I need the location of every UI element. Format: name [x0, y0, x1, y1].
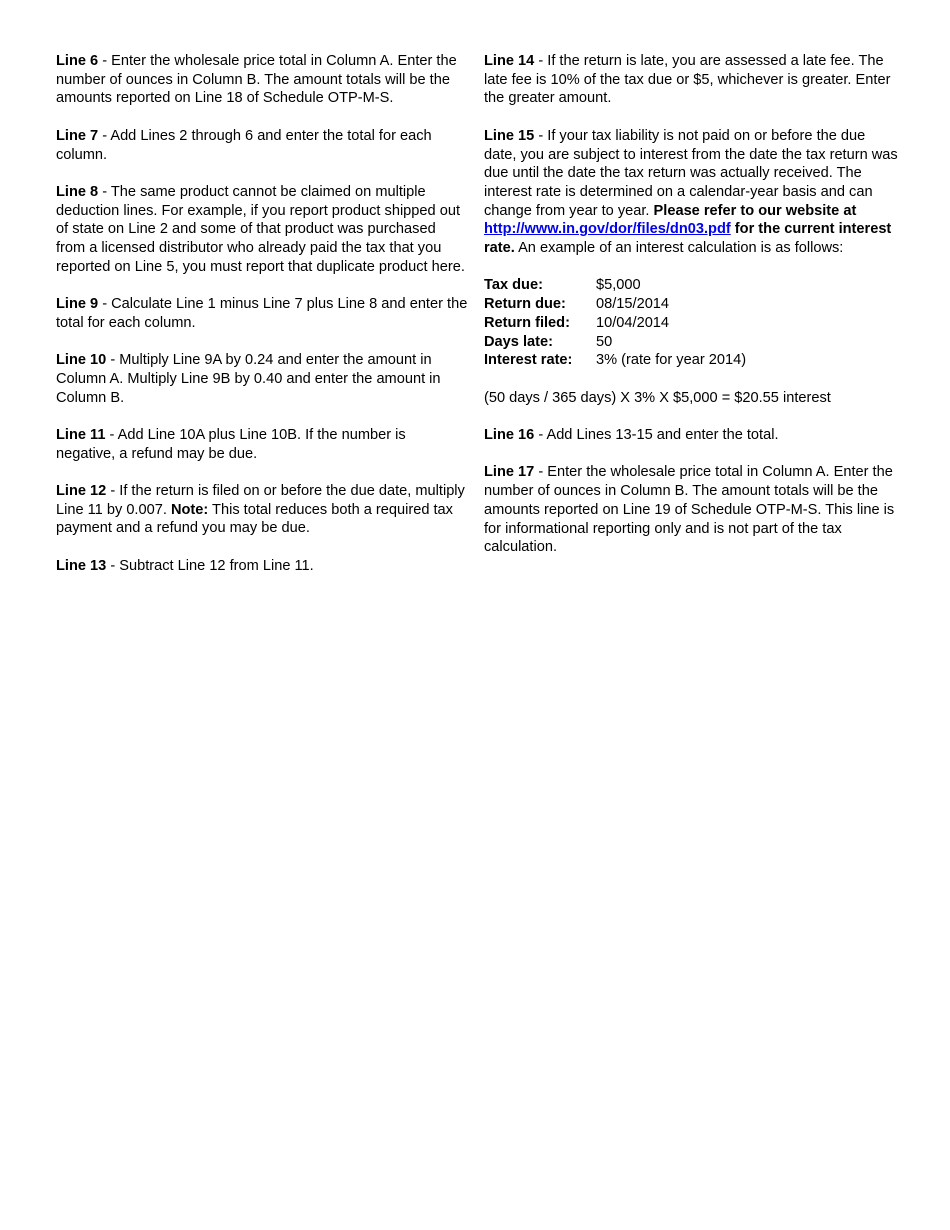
- line-text: This total reduces both a required tax payment and a refund you may be due.: [56, 501, 453, 537]
- refer-text-suffix: for the current interest rate.: [484, 221, 892, 257]
- line-6-instruction: [56, 52, 468, 108]
- line-8-instruction: [56, 183, 468, 277]
- example-value: 3% (rate for year 2014): [596, 352, 747, 369]
- line-label: Line 13: [56, 557, 107, 574]
- note-label: Note:: [170, 501, 209, 518]
- line-13-instruction: [56, 557, 468, 576]
- line-text: - Multiply Line 9A by 0.24 and enter the amount in Column A. Multiply Line 9B by 0.40 and enter the amount in Column B.: [56, 352, 441, 406]
- example-row: [484, 276, 746, 295]
- line-label: Line 11: [56, 426, 106, 443]
- example-key: Days late:: [484, 333, 553, 350]
- interest-formula: (50 days / 365 days) X 3% X $5,000 = $20.55 interest: [484, 389, 831, 406]
- example-value: 08/15/2014: [596, 296, 670, 313]
- line-14-instruction: [484, 52, 898, 108]
- example-key: Return due:: [484, 296, 566, 313]
- example-value: $5,000: [596, 277, 641, 294]
- line-text: - Calculate Line 1 minus Line 7 plus Line 8 and enter the total for each column.: [56, 296, 468, 331]
- right-column: [484, 52, 898, 576]
- line-9-instruction: [56, 295, 468, 332]
- line-text: - The same product cannot be claimed on multiple deduction lines. For example, if you report product shipped out of state on Line 2 and some of that product was purchased from a licensed distributor who already paid the tax that you reported on Line 5, you must report that duplicate product here.: [56, 183, 465, 275]
- line-label: Line 14: [484, 53, 535, 69]
- line-16-instruction: [484, 426, 898, 445]
- line-text: - Add Lines 2 through 6 and enter the total for each column.: [56, 127, 432, 163]
- interest-example-table: [484, 276, 746, 370]
- line-12-instruction: [56, 482, 468, 538]
- refer-text: Please refer to our website at: [653, 202, 857, 219]
- line-text: - Add Lines 13-15 and enter the total.: [534, 427, 779, 443]
- interest-rate-link[interactable]: http://www.in.gov/dor/files/dn03.pdf: [484, 221, 731, 238]
- line-label: Line 7: [56, 127, 99, 144]
- example-key: Return filed:: [484, 314, 570, 331]
- line-17-instruction: [484, 463, 898, 557]
- example-row: [484, 295, 746, 314]
- line-text: - If the return is filed on or before the due date, multiply Line 11 by 0.007.: [56, 483, 465, 518]
- example-row: [484, 333, 746, 352]
- example-value: 10/04/2014: [596, 314, 670, 331]
- line-label: Line 9: [56, 296, 99, 313]
- example-key: Tax due:: [484, 277, 543, 294]
- line-11-instruction: [56, 426, 468, 463]
- line-text: - Subtract Line 12 from Line 11.: [106, 557, 314, 574]
- line-label: Line 12: [56, 483, 107, 500]
- line-7-instruction: [56, 127, 468, 164]
- line-text: - Enter the wholesale price total in Column A. Enter the number of ounces in Column B. The amount totals will be the amounts reported on Line 18 of Schedule OTP-M-S.: [56, 53, 457, 107]
- line-15-instruction: [484, 127, 898, 258]
- line-label: Line 15: [484, 127, 535, 144]
- line-text: An example of an interest calculation is as follows:: [514, 240, 844, 257]
- line-label: Line 17: [484, 464, 535, 481]
- example-value: 50: [596, 333, 613, 350]
- line-text: - If your tax liability is not paid on or before the due date, you are subject to interest from the date the tax return was due until the date the tax return was actually received. The interest rate is determined on a calendar-year basis and can change from year to year.: [484, 127, 898, 219]
- line-text: - If the return is late, you are assessed a late fee. The late fee is 10% of the tax due or $5, whichever is greater. Enter the greater amount.: [484, 53, 891, 107]
- example-key: Interest rate:: [484, 352, 573, 369]
- line-label: Line 6: [56, 53, 99, 69]
- example-row: [484, 351, 746, 370]
- line-text: - Add Line 10A plus Line 10B. If the number is negative, a refund may be due.: [56, 426, 406, 462]
- line-text: - Enter the wholesale price total in Column A. Enter the number of ounces in Column B. The amount totals will be the amounts reported on Line 19 of Schedule OTP-M-S. This line is for informational reporting only and is not part of the tax calculation.: [484, 464, 895, 556]
- line-label: Line 8: [56, 183, 99, 200]
- left-column: [56, 52, 468, 594]
- line-10-instruction: [56, 351, 468, 407]
- line-label: Line 10: [56, 352, 107, 369]
- example-row: [484, 314, 746, 333]
- line-label: Line 16: [484, 427, 535, 443]
